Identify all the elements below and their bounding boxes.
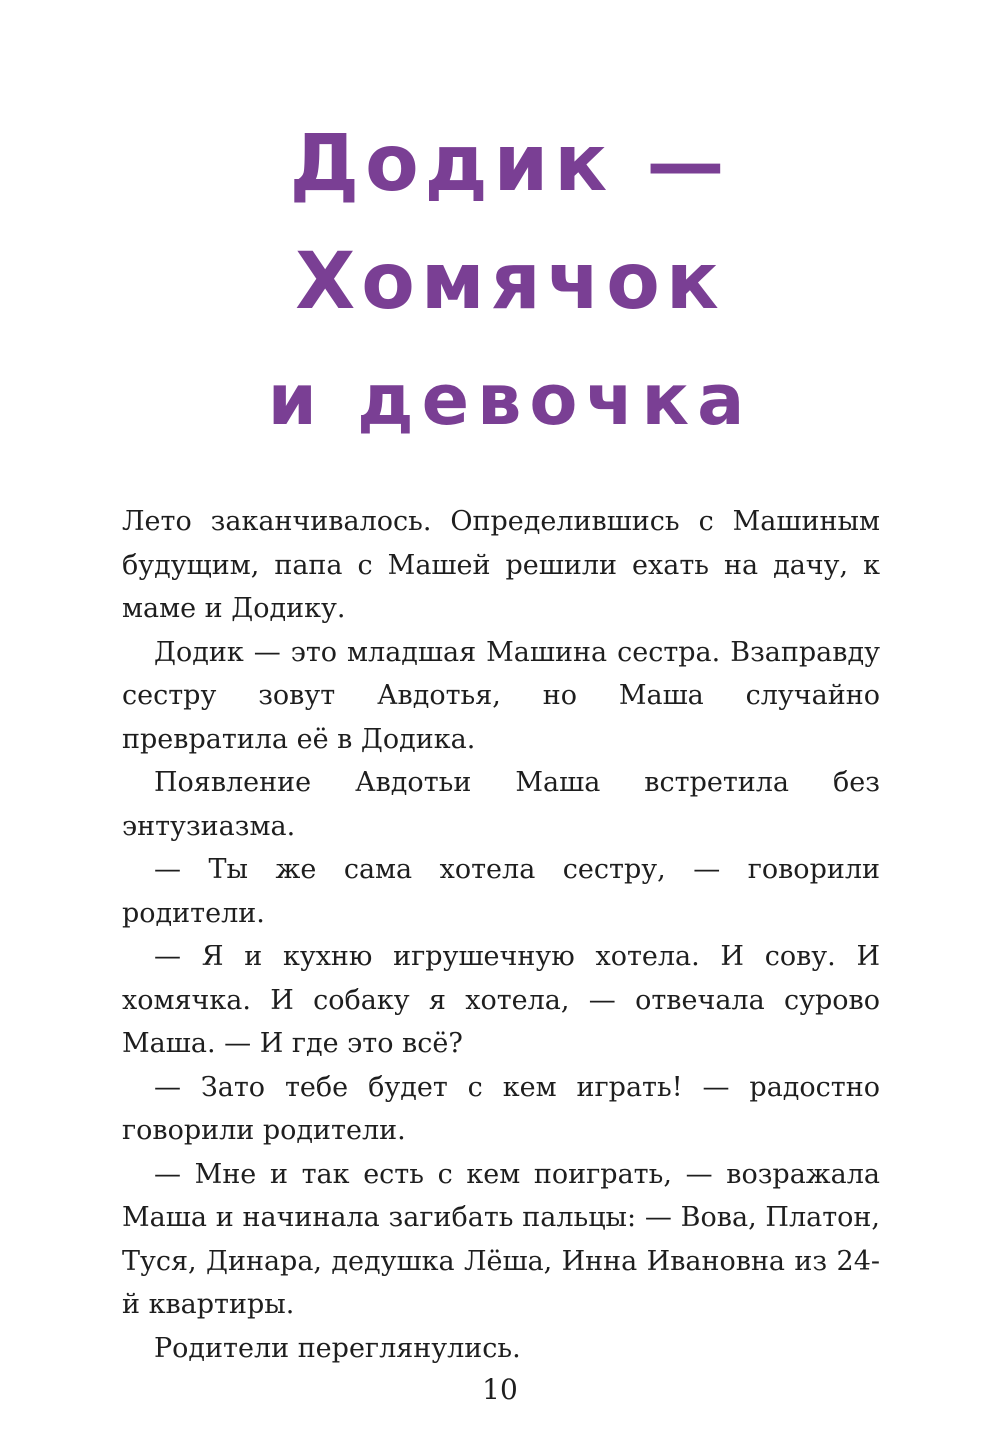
chapter-title	[250, 105, 770, 459]
paragraph: — Мне и так есть с кем поиграть, — возражала Маша и начинала загибать пальцы: — Вова, Платон, Туся, Динара, дедушка Лёша, Инна Ивановна из 24-й квартиры.	[122, 1158, 880, 1320]
chapter-text	[122, 500, 880, 1370]
paragraph: Лето заканчивалось. Определившись с Машиным будущим, папа с Машей решили ехать на дачу, к маме и Додику.	[122, 506, 880, 624]
paragraph: Родители переглянулись.	[154, 1332, 521, 1364]
paragraph: — Зато тебе будет с кем играть! — радостно говорили родители.	[122, 1071, 880, 1146]
paragraph: — Я и кухню игрушечную хотела. И сову. И хомячка. И собаку я хотела, — отвечала сурово Маша. — И где это всё?	[122, 941, 880, 1059]
paragraph: Появление Авдотьи Маша встретила без энтузиазма.	[122, 767, 880, 842]
chapter-title-line-1: Додик —	[289, 119, 731, 209]
chapter-title-line-2: Хомячок	[295, 237, 725, 327]
page-number: 10	[482, 1373, 518, 1406]
paragraph: Додик — это младшая Машина сестра. Взаправду сестру зовут Авдотья, но Маша случайно превратила её в Додика.	[122, 636, 880, 755]
paragraph: — Ты же сама хотела сестру, — говорили родители.	[122, 854, 880, 929]
chapter-title-line-3: и девочка	[267, 359, 753, 441]
